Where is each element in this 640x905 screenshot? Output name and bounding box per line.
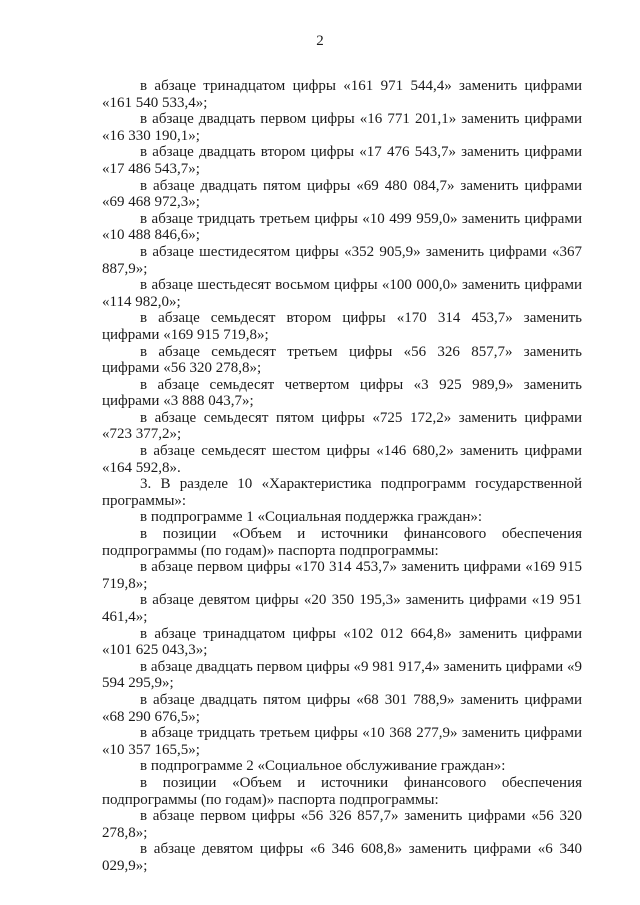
paragraph: в абзаце тринадцатом цифры «161 971 544,4» заменить цифрами «161 540 533,4»; bbox=[102, 78, 582, 111]
section-heading: 3. В разделе 10 «Характеристика подпрограмм государственной программы»: bbox=[102, 476, 582, 509]
paragraph: в абзаце двадцать пятом цифры «68 301 788,9» заменить цифрами «68 290 676,5»; bbox=[102, 691, 582, 725]
paragraph: в абзаце двадцать первом цифры «16 771 201,1» заменить цифрами «16 330 190,1»; bbox=[102, 111, 582, 144]
paragraph: в абзаце шестьдесят восьмом цифры «100 000,0» заменить цифрами «114 982,0»; bbox=[102, 277, 582, 310]
paragraph: в абзаце девятом цифры «6 346 608,8» заменить цифрами «6 340 029,9»; bbox=[102, 841, 582, 874]
paragraph: в абзаце тридцать третьем цифры «10 368 277,9» заменить цифрами «10 357 165,5»; bbox=[102, 725, 582, 758]
subprogram-heading: в подпрограмме 1 «Социальная поддержка граждан»: bbox=[140, 509, 483, 526]
paragraph: в абзаце тринадцатом цифры «102 012 664,8» заменить цифрами «101 625 043,3»; bbox=[102, 625, 582, 659]
paragraph: в абзаце девятом цифры «20 350 195,3» заменить цифрами «19 951 461,4»; bbox=[102, 592, 582, 625]
paragraph: в позиции «Объем и источники финансового обеспечения подпрограммы (по годам)» паспорта подпрограммы: bbox=[102, 526, 582, 559]
paragraph: в абзаце тридцать третьем цифры «10 499 959,0» заменить цифрами «10 488 846,6»; bbox=[102, 210, 582, 244]
paragraph: в абзаце двадцать втором цифры «17 476 543,7» заменить цифрами «17 486 543,7»; bbox=[102, 144, 582, 177]
paragraph: в абзаце семьдесят шестом цифры «146 680,2» заменить цифрами «164 592,8». bbox=[102, 443, 582, 476]
paragraph: в абзаце семьдесят втором цифры «170 314 453,7» заменить цифрами «169 915 719,8»; bbox=[102, 310, 582, 343]
paragraph: в абзаце первом цифры «56 326 857,7» заменить цифрами «56 320 278,8»; bbox=[102, 808, 582, 841]
subprogram-heading: в подпрограмме 2 «Социальное обслуживание граждан»: bbox=[140, 758, 506, 775]
paragraph: в абзаце первом цифры «170 314 453,7» заменить цифрами «169 915 719,8»; bbox=[102, 559, 582, 592]
paragraph: в абзаце семьдесят пятом цифры «725 172,2» заменить цифрами «723 377,2»; bbox=[102, 409, 582, 443]
paragraph: в абзаце семьдесят четвертом цифры «3 925 989,9» заменить цифрами «3 888 043,7»; bbox=[102, 376, 582, 410]
page-number: 2 bbox=[316, 33, 324, 49]
paragraph: в абзаце шестидесятом цифры «352 905,9» заменить цифрами «367 887,9»; bbox=[102, 243, 582, 277]
paragraph: в позиции «Объем и источники финансового обеспечения подпрограммы (по годам)» паспорта подпрограммы: bbox=[102, 774, 582, 808]
paragraph: в абзаце двадцать первом цифры «9 981 917,4» заменить цифрами «9 594 295,9»; bbox=[102, 658, 582, 692]
document-body bbox=[102, 78, 582, 875]
paragraph: в абзаце двадцать пятом цифры «69 480 084,7» заменить цифрами «69 468 972,3»; bbox=[102, 177, 582, 211]
paragraph: в абзаце семьдесят третьем цифры «56 326 857,7» заменить цифрами «56 320 278,8»; bbox=[102, 343, 582, 377]
